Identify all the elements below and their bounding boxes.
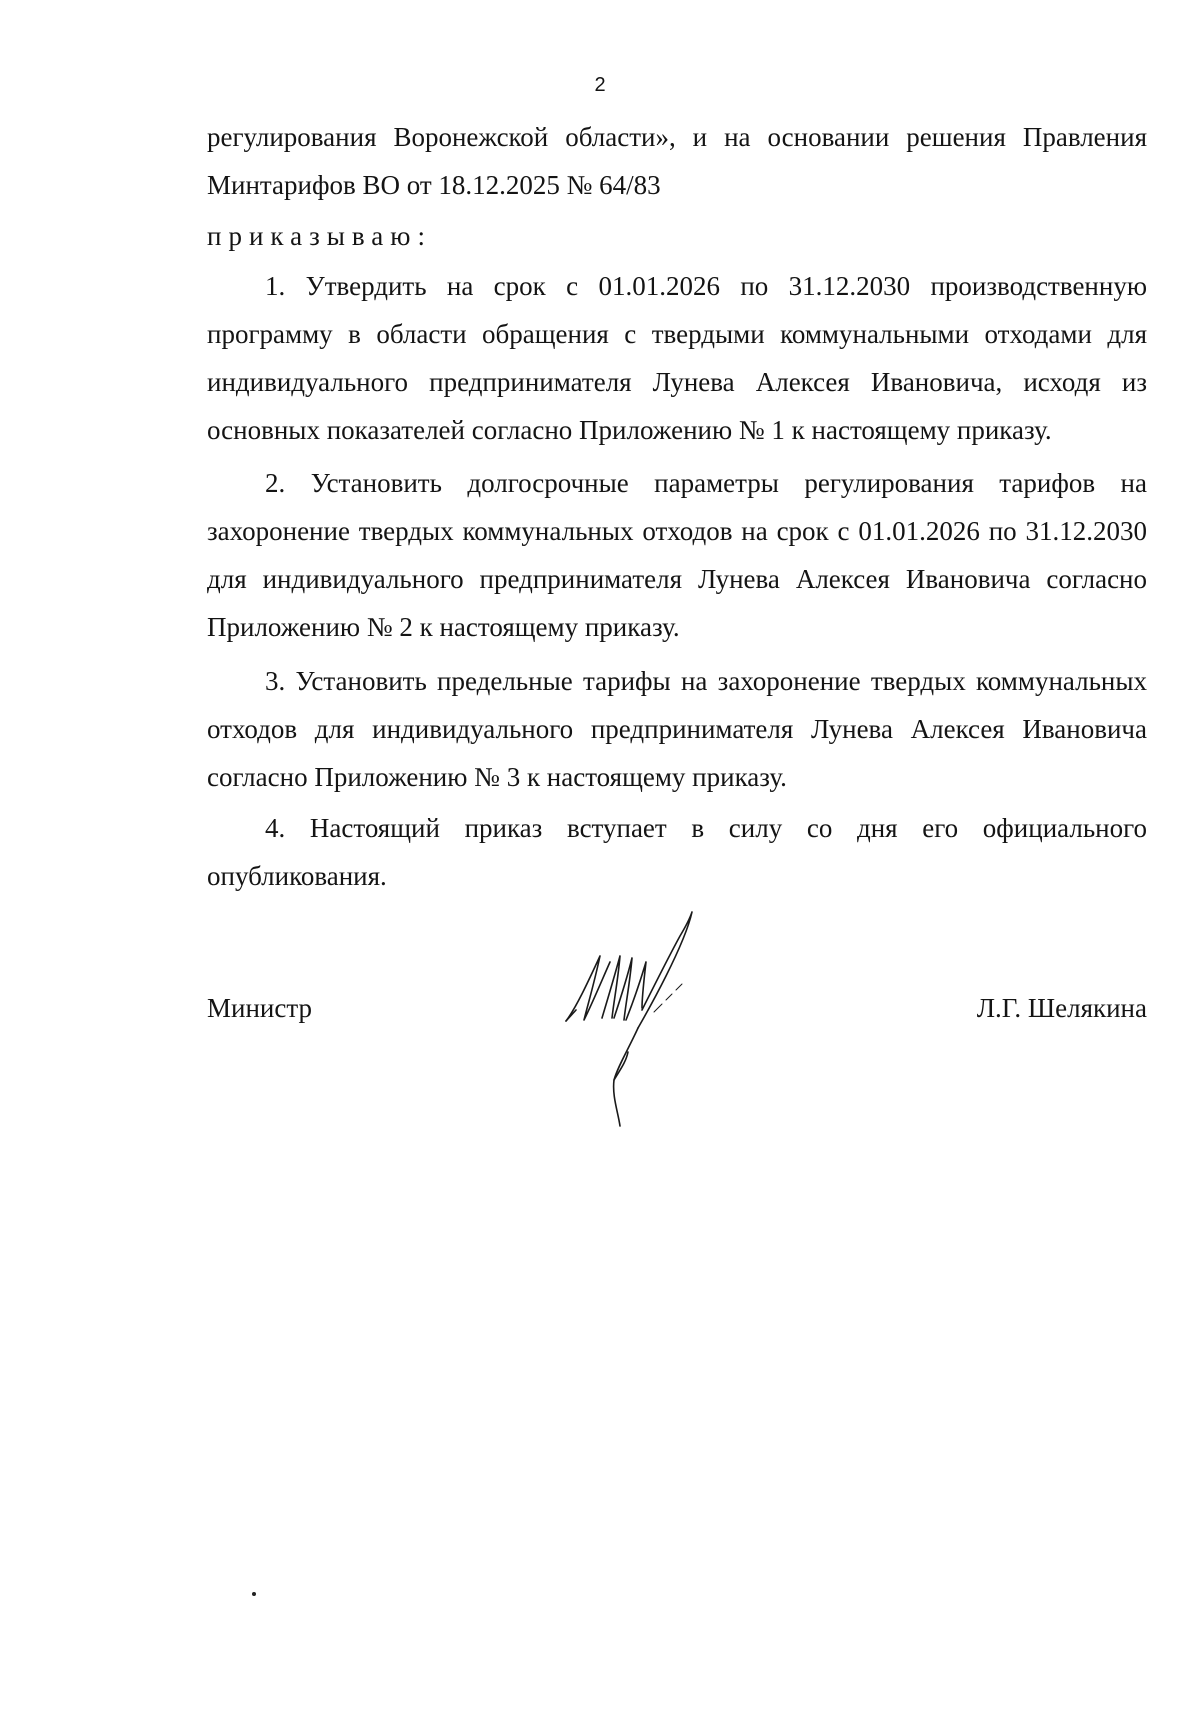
handwritten-signature [558, 900, 708, 1130]
order-item-1: 1. Утвердить на срок с 01.01.2026 по 31.12.2030 производственную программу в области обращения с твердыми коммунальными отходами для индивидуального предпринимателя Лунева Алексея Ивановича, исходя из основных показателей согласно Приложению № 1 к настоящему приказу. [207, 271, 1147, 445]
page-number: 2 [594, 74, 606, 96]
order-item-4: 4. Настоящий приказ вступает в силу со дня его официального опубликования. [207, 813, 1147, 891]
intro-paragraph [207, 113, 1147, 209]
intro-line-1: регулирования Воронежской области», и на основании решения Правления [207, 122, 1147, 152]
signatory-title: Министр [207, 993, 312, 1023]
scan-speck [252, 1592, 256, 1596]
signatory-name: Л.Г. Шелякина [976, 993, 1147, 1023]
order-item-3: 3. Установить предельные тарифы на захоронение твердых коммунальных отходов для индивидуального предпринимателя Лунева Алексея Ивановича согласно Приложению № 3 к настоящему приказу. [207, 666, 1147, 792]
order-word: приказываю: [207, 221, 432, 251]
intro-line-2: Минтарифов ВО от 18.12.2025 № 64/83 [207, 170, 661, 200]
order-item-2: 2. Установить долгосрочные параметры регулирования тарифов на захоронение твердых коммунальных отходов на срок с 01.01.2026 по 31.12.2030 для индивидуального предпринимателя Лунева Алексея Ивановича согласно Приложению № 2 к настоящему приказу. [207, 468, 1147, 642]
